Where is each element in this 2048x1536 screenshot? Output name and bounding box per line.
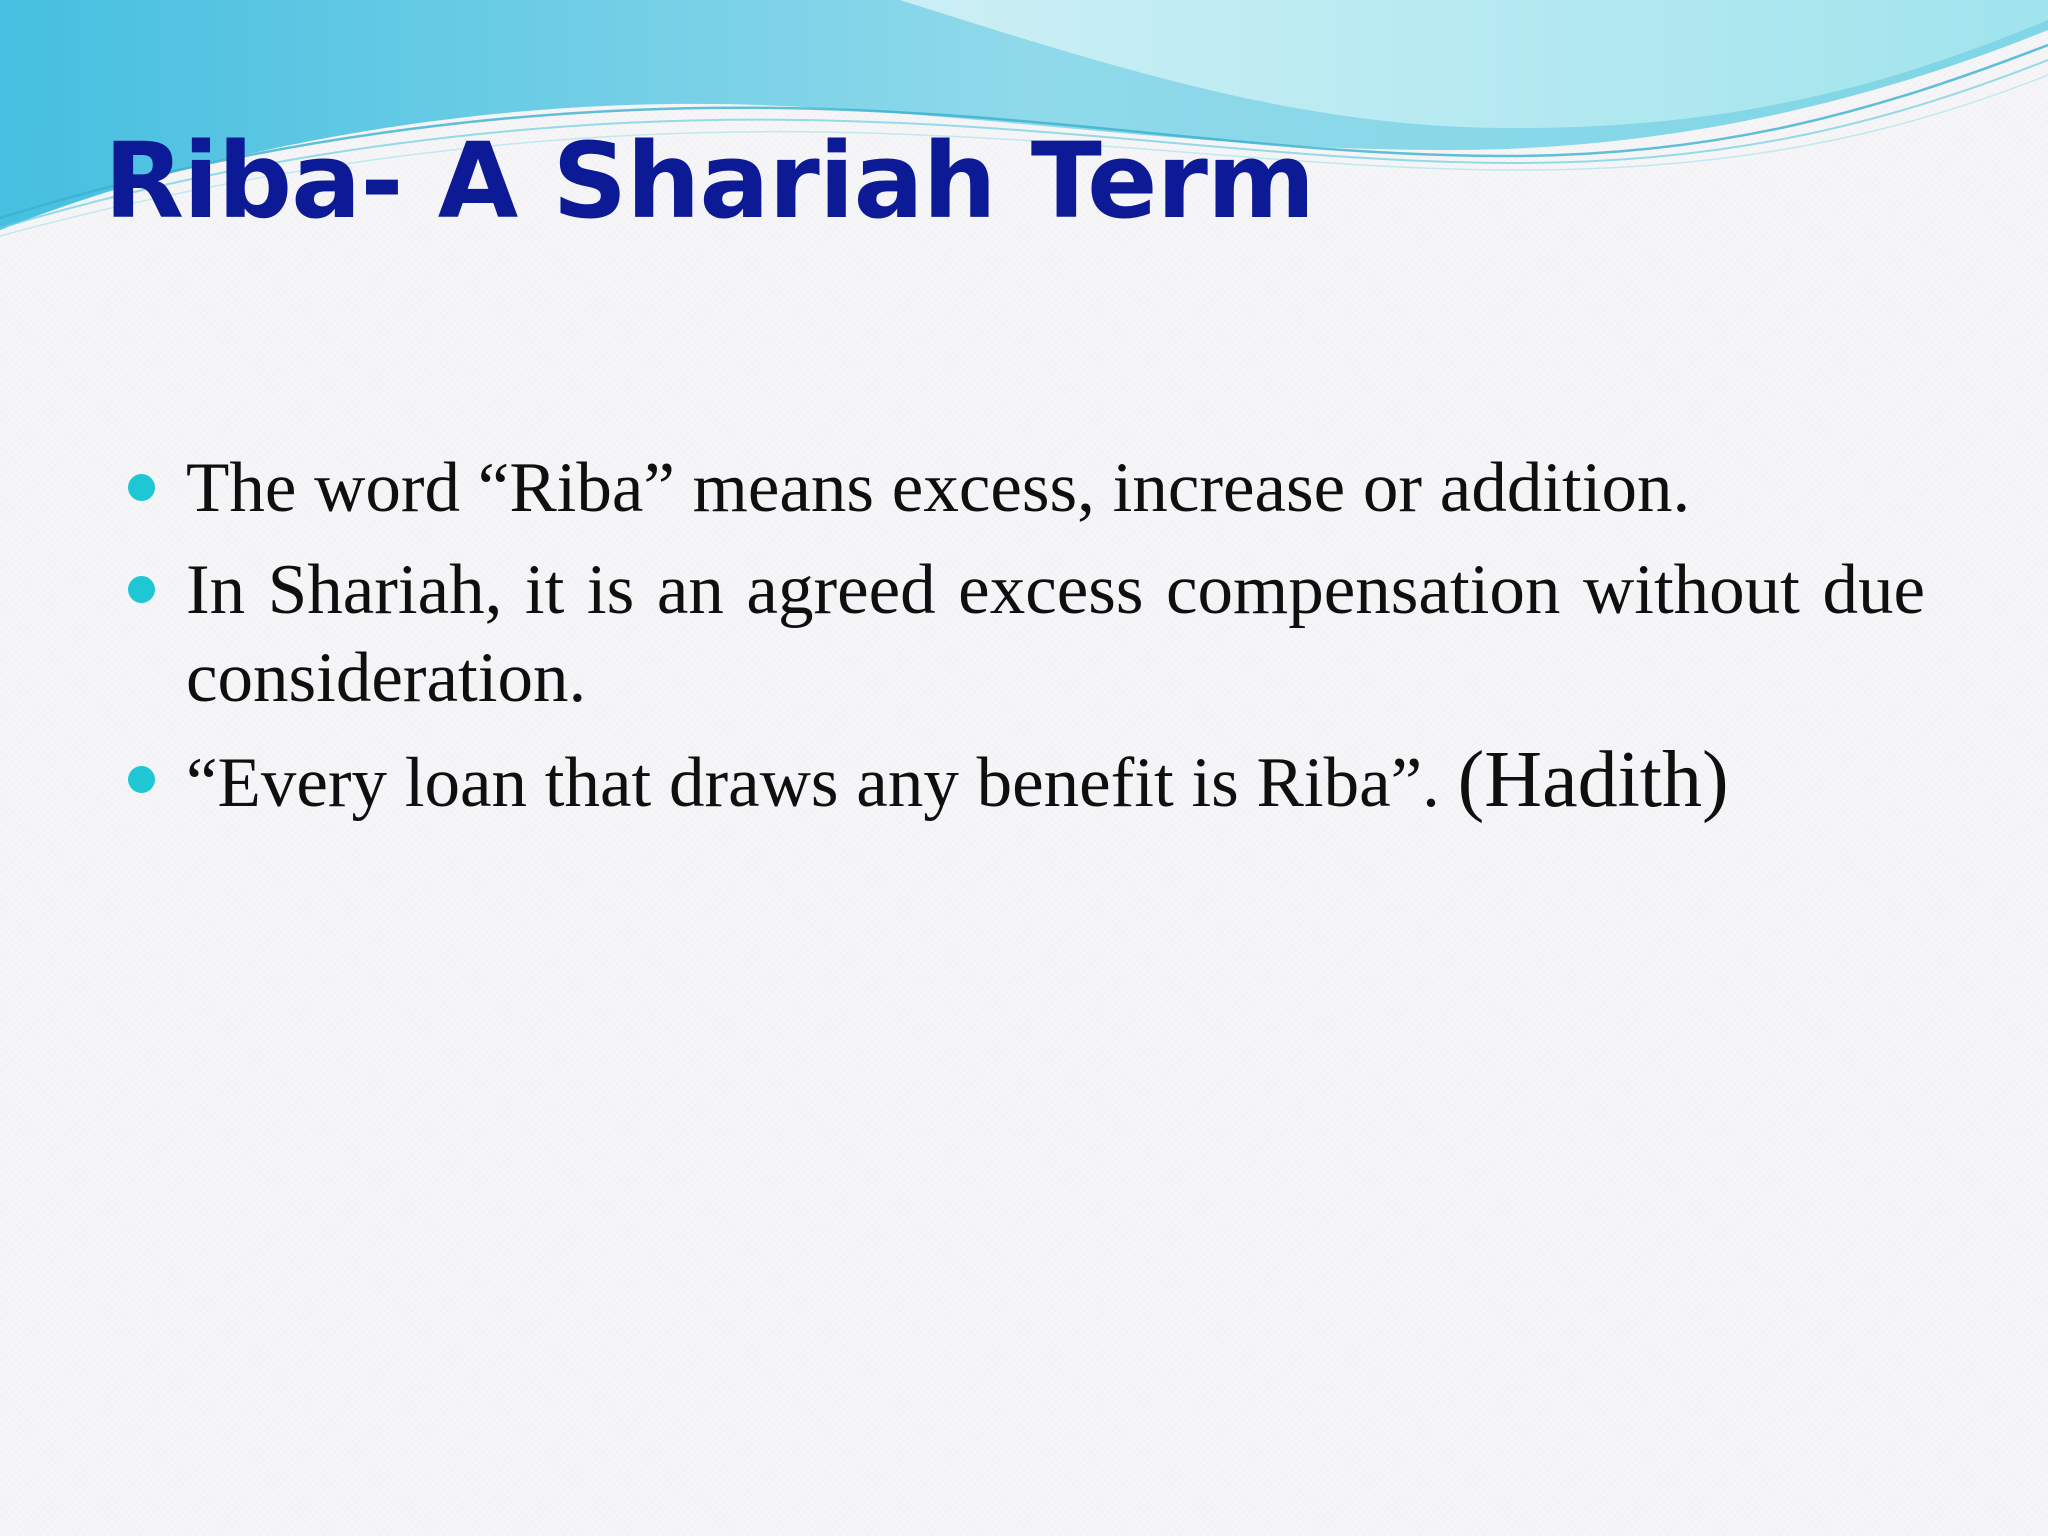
bullet-dot-icon bbox=[128, 766, 155, 793]
bullet-text: The word “Riba” means excess, increase or addition. bbox=[186, 449, 1691, 527]
bullet-list bbox=[128, 444, 1925, 841]
slide-title: Riba- A Shariah Term bbox=[104, 120, 1315, 242]
bullet-text: In Shariah, it is an agreed excess compensation without due consideration. bbox=[186, 551, 1925, 717]
bullet-source: (Hadith) bbox=[1457, 736, 1729, 824]
bullet-item bbox=[128, 546, 1925, 722]
bullet-dot-icon bbox=[128, 474, 155, 501]
bullet-dot-icon bbox=[128, 576, 155, 603]
bullet-text: “Every loan that draws any benefit is Riba”. bbox=[186, 744, 1440, 822]
bullet-item bbox=[128, 444, 1925, 532]
bullet-item bbox=[128, 736, 1925, 827]
